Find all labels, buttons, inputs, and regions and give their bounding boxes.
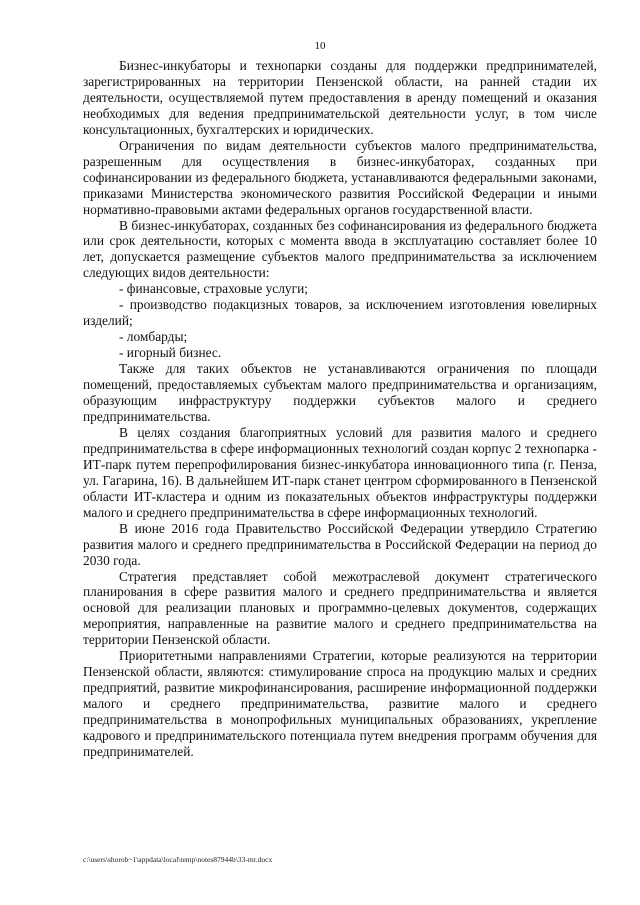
list-item-gambling: - игорный бизнес. (119, 345, 222, 361)
paragraph-area-restrictions: Также для таких объектов не устанавливаются ограничения по площади помещений, предоставляемых субъектам малого предпринимательства и организациям, образующим инфраструктуру поддержки субъектов малого и среднего предпринимательства. (83, 361, 597, 424)
page-number: 10 (314, 40, 326, 52)
paragraph-business-incubators: Бизнес-инкубаторы и технопарки созданы для поддержки предпринимателей, зарегистрированных на территории Пензенской области, на ранней стадии их деятельности, осуществляемой путем предоставления в аренду помещений и оказания необходимых для ведения предпринимательской деятельности услуг, в том числе консультационных, бухгалтерских и юридических. (83, 58, 597, 137)
paragraph-it-park: В целях создания благоприятных условий для развития малого и среднего предпринимательства в сфере информационных технологий создан корпус 2 технопарка - ИТ-парк путем перепрофилирования бизнес-инкубатора инновационного типа (г. Пенза, ул. Гагарина, 16). В дальнейшем ИТ-парк станет центром сформированного в Пензенской области ИТ-кластера и одним из показательных объектов инфраструктуры поддержки малого и среднего предпринимательства в сфере информационных технологий. (83, 424, 598, 520)
paragraph-incubators-without-cofinancing: В бизнес-инкубаторах, созданных без софинансирования из федерального бюджета или срок деятельности, которых с момента ввода в эксплуатацию составляет более 10 лет, допускается размещение субъектов малого предпринимательства за исключением следующих видов деятельности: (83, 217, 597, 281)
paragraph-strategy-description: Стратегия представляет собой межотраслевой документ стратегического планирования в сфере развития малого и среднего предпринимательства и является основой для реализации плановых и программно-целевых документов, содержащих мероприятия, направленные на развитие малого и среднего предпринимательства на территории Пензенской области. (83, 568, 597, 648)
document-body (83, 58, 597, 760)
paragraph-strategy-priorities: Приоритетными направлениями Стратегии, которые реализуются на территории Пензенской области, являются: стимулирование спроса на продукцию малых и средних предприятий, развитие микрофинансирования, расширение информационной поддержки малого и среднего предпринимательства, развитие малого и среднего предпринимательства в монопрофильных муниципальных образованиях, укрепление кадрового и предпринимательского потенциала путем внедрения программ обучения для предпринимателей. (83, 648, 597, 759)
list-item-pawnshops: - ломбарды; (119, 329, 188, 345)
list-item-financial-services: - финансовые, страховые услуги; (119, 281, 309, 297)
document-file-path: c:\users\shorob~1\appdata\local\temp\notes87944b\33-mr.docx (83, 855, 273, 864)
paragraph-restrictions: Ограничения по видам деятельности субъектов малого предпринимательства, разрешенным для осуществления в бизнес-инкубаторах, созданных при софинансировании из федерального бюджета, устанавливаются федеральными законами, приказами Министерства экономического развития Российской Федерации и иными нормативно-правовыми актами федеральных органов государственной власти. (83, 137, 597, 217)
paragraph-strategy-approval: В июне 2016 года Правительство Российской Федерации утвердило Стратегию развития малого и среднего предпринимательства в Российской Федерации на период до 2030 года. (83, 520, 597, 568)
list-item-excise-goods: - производство подакцизных товаров, за исключением изготовления ювелирных изделий; (83, 297, 597, 329)
